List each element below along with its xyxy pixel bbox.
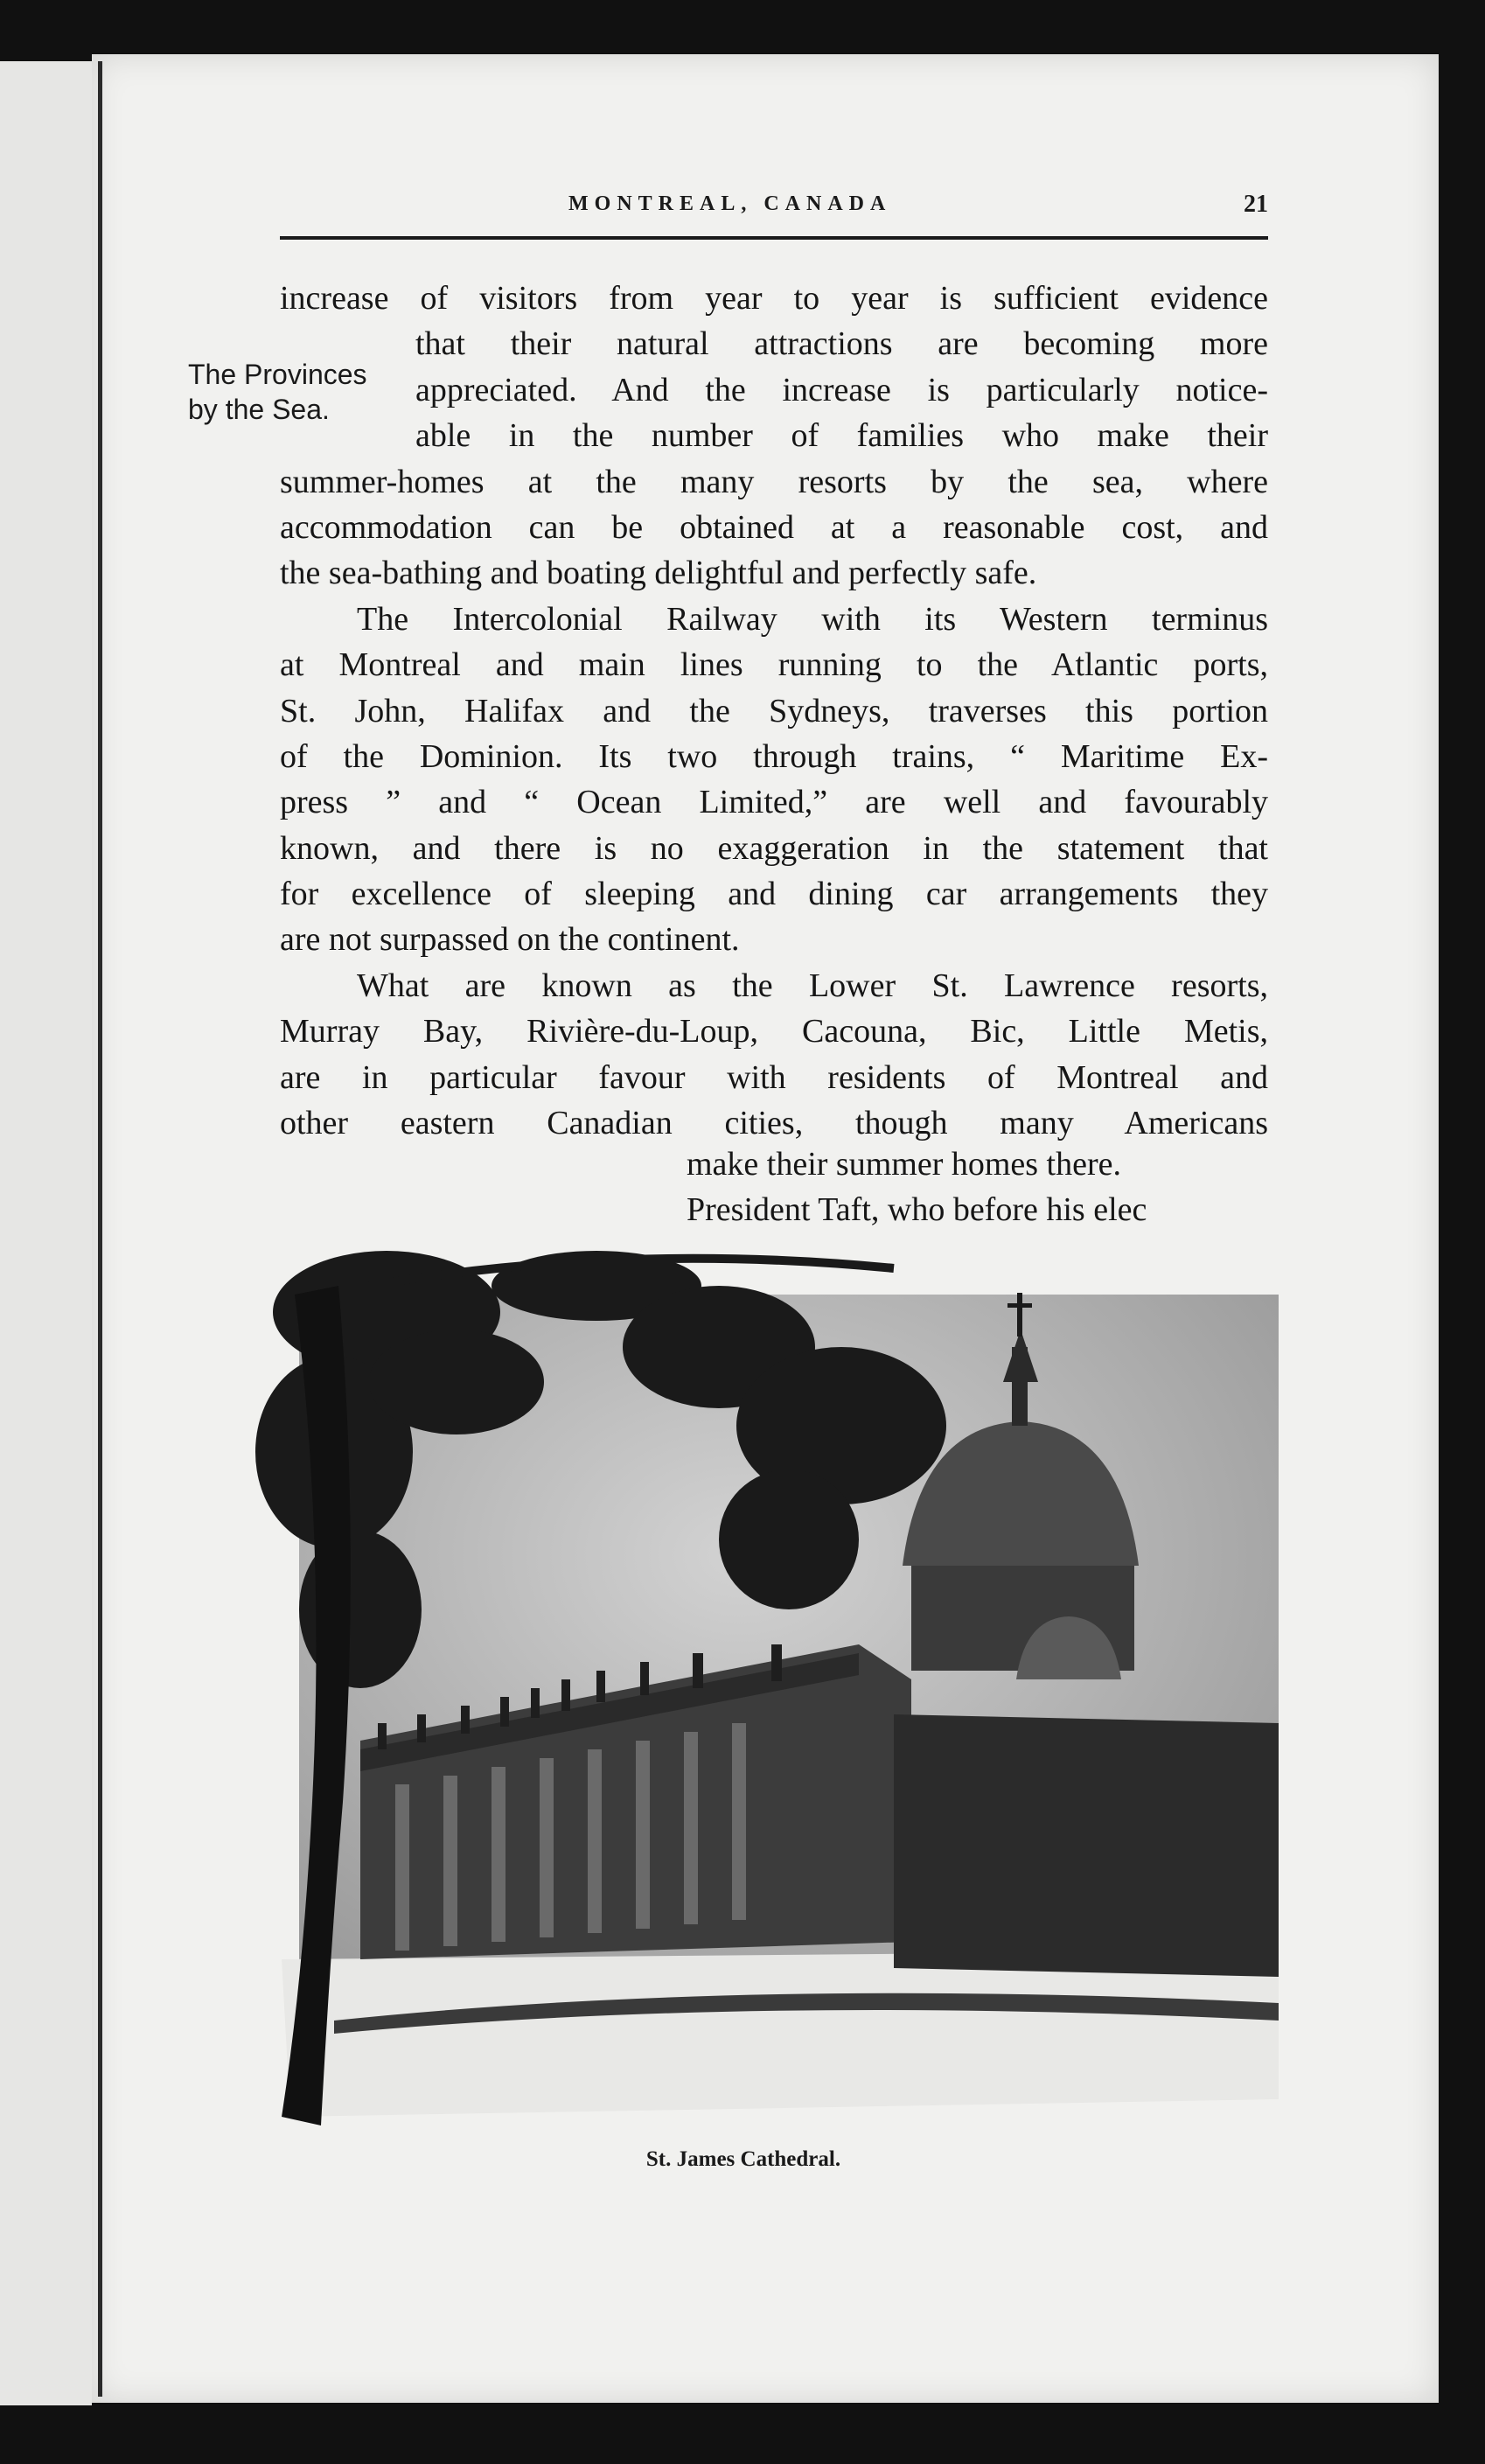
- text-line: the sea-bathing and boating delightful and perfectly safe.: [280, 555, 1037, 592]
- binding-gutter: [98, 61, 102, 2397]
- text-line: St. John, Halifax and the Sydneys, traverses this portion: [280, 692, 1268, 729]
- previous-page-edge: [0, 61, 92, 2405]
- text-line: at Montreal and main lines running to the Atlantic ports,: [280, 646, 1268, 684]
- text-line: press ” and “ Ocean Limited,” are well and favourably: [280, 784, 1268, 821]
- text-line: accommodation can be obtained at a reasonable cost, and: [280, 508, 1268, 546]
- page-header: [280, 184, 1268, 240]
- figure-caption: St. James Cathedral.: [645, 2147, 841, 2171]
- text-line: of the Dominion. Its two through trains, “ Maritime Ex-: [280, 737, 1268, 775]
- margin-note-line-1: The Provinces: [188, 359, 367, 390]
- text-line: The Intercolonial Railway with its Western terminus: [357, 600, 1268, 638]
- text-line: known, and there is no exaggeration in the statement that: [280, 829, 1268, 867]
- body-text: [280, 276, 1268, 1146]
- margin-note-line-2: by the Sea.: [188, 394, 330, 425]
- text-line: President Taft, who before his elec: [687, 1191, 1147, 1228]
- text-line: are not surpassed on the continent.: [280, 921, 740, 959]
- text-line: make their summer homes there.: [687, 1146, 1122, 1183]
- text-line: that their natural attractions are becoming more: [415, 325, 1268, 363]
- text-line: Murray Bay, Rivière-du-Loup, Cacouna, Bic, Little Metis,: [280, 1013, 1268, 1051]
- text-line: are in particular favour with residents of Montreal and: [280, 1058, 1268, 1096]
- cathedral-photograph: [229, 1190, 1287, 2143]
- text-line: other eastern Canadian cities, though many Americans: [280, 1105, 1268, 1142]
- text-line: able in the number of families who make their: [415, 417, 1268, 455]
- page-number: 21: [1244, 191, 1268, 218]
- text-line: increase of visitors from year to year is sufficient evidence: [280, 280, 1268, 317]
- running-head: MONTREAL, CANADA: [568, 192, 892, 215]
- text-line: What are known as the Lower St. Lawrence resorts,: [357, 967, 1268, 1004]
- text-line: for excellence of sleeping and dining car arrangements they: [280, 876, 1268, 913]
- text-line: appreciated. And the increase is particularly notice-: [415, 371, 1268, 408]
- text-line: summer-homes at the many resorts by the sea, where: [280, 463, 1268, 500]
